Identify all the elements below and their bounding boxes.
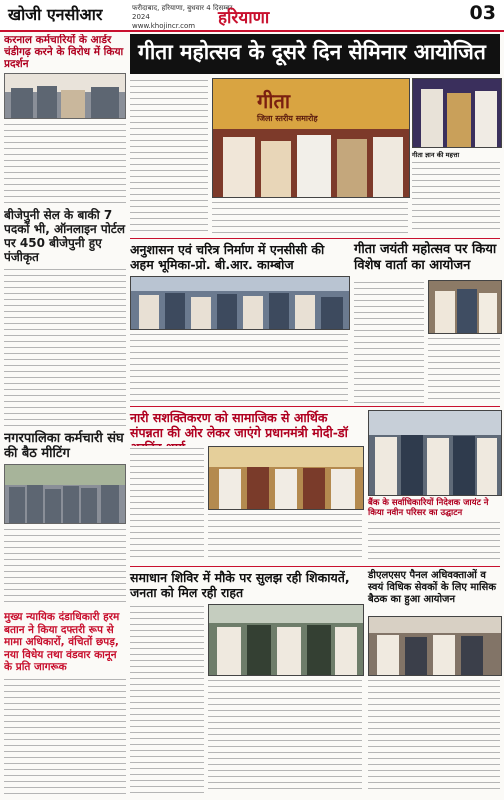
story1-photo <box>4 73 126 119</box>
story-b-photo <box>130 276 350 330</box>
story3-headline: नगरपालिका कर्मचारी संघ की बैठ मीटिंग <box>4 431 124 461</box>
lead-headline: गीता महोत्सव के दूसरे दिन सेमिनार आयोजित <box>138 40 486 64</box>
story-e-body1 <box>130 604 204 794</box>
story1-body <box>4 122 126 204</box>
story-f-headline: बैंक के सर्वाधिकारियों निदेशक जायंट ने किया नवीन परिसर का उद्घाटन <box>368 498 489 518</box>
issue-date: फरीदाबाद, हरियाणा, बुधवार 4 दिसम्बर 2024 <box>132 4 233 21</box>
story-d-body2 <box>208 512 362 562</box>
lead-banner <box>130 34 500 74</box>
story4-body <box>4 677 126 795</box>
story-e-headline: समाधान शिविर में मौके पर सुलझ रही शिकायतें, जनता को मिल रही राहत <box>130 570 350 600</box>
story-c-body2 <box>428 336 500 404</box>
story-f-photo <box>368 410 502 496</box>
lead-text-col4 <box>412 160 500 234</box>
issue-website: www.khojincr.com <box>132 22 196 30</box>
divider3 <box>130 566 500 567</box>
lead-photo <box>212 78 410 198</box>
story3-photo <box>4 464 126 524</box>
lead-side-photo <box>412 78 502 148</box>
story-g-body <box>368 678 500 794</box>
lead-photo-subtitle: जिला स्तरीय समारोह <box>257 114 318 123</box>
story-b-headline: अनुशासन एवं चरित्र निर्माण में एनसीसी की अहम भूमिका-प्रो. बी.आर. काम्बोज <box>130 242 325 272</box>
story2-body <box>4 267 126 427</box>
story-g-headline: डीएलएसए पैनल अधिवक्ताओं व स्वयं विधिक सेवकों के लिए मासिक बैठक का हुआ आयोजन <box>368 570 496 605</box>
story-d-headline: नारी सशक्तिकरण को सामाजिक से आर्थिक संपन्नता की ओर लेकर जाएंगे प्रधानमंत्री मोदी-डॉ <box>130 410 348 440</box>
story4-headline: मुख्य न्यायिक दंडाधिकारी हरम बतान ने किया दफ्तरी रूप से मामा अधिकारों, वंचितों छपड़, नया विधेय तथा वंडवार कानून के प्रति जागरूक <box>4 611 120 673</box>
lead-sub-caption: गीता ज्ञान की महत्ता <box>412 151 460 159</box>
story-f-body <box>368 520 500 562</box>
divider2 <box>130 406 500 407</box>
masthead <box>0 0 504 32</box>
lead-text-under-photo <box>212 200 408 234</box>
story-c-body1 <box>354 280 424 404</box>
story2-headline: बीजेपुनी सेल के बाकी 7 पदकों भी, ऑनलाइन पोर्टल पर 450 बीजेपुनी हुए पंजीकृत <box>4 208 125 264</box>
story-g-photo <box>368 616 502 676</box>
story-c-photo <box>428 280 502 334</box>
lead-photo-title: गीता <box>257 89 291 113</box>
brand-name: खोजी एनसीआर <box>8 5 103 24</box>
story-d-photo <box>208 446 364 510</box>
story-e-body2 <box>208 678 362 794</box>
story-c-headline: गीता जयंती महोत्सव पर किया विशेष वार्ता का आयोजन <box>354 242 497 273</box>
lead-text-col1 <box>130 78 208 234</box>
divider <box>130 238 500 239</box>
story-e-photo <box>208 604 364 676</box>
story3-body <box>4 527 126 607</box>
page-number: 03 <box>469 2 496 24</box>
story-d-body1 <box>130 446 204 562</box>
story-b-body <box>130 332 348 404</box>
left-column <box>4 34 126 794</box>
section-title: हरियाणा <box>218 8 270 28</box>
story1-headline: करनाल कर्मचारियों के आर्डर चंडीगढ़ करने के विरोध में किया प्रदर्शन <box>4 34 124 70</box>
